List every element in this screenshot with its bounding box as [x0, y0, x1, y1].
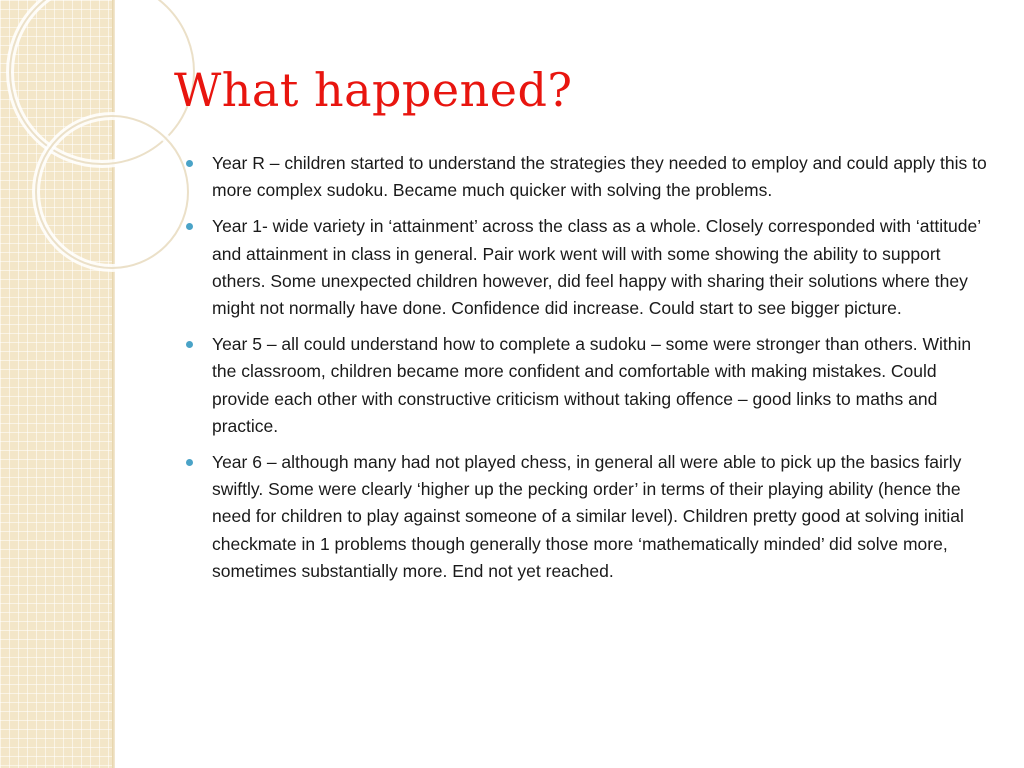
bullet-text: Year 5 – all could understand how to complete a sudoku – some were stronger than others. Within the classroom, children became more confident and comfortable with making mistakes. Could provide each other with constructive criticism without taking offence – good links to maths and practice.	[212, 334, 972, 436]
bullet-dot-icon	[186, 160, 193, 167]
bullet-list	[186, 150, 996, 594]
bullet-dot-icon	[186, 341, 193, 348]
bullet-dot-icon	[186, 459, 193, 466]
bullet-text: Year 1- wide variety in ‘attainment’ across the class as a whole. Closely corresponded with ‘attitude’ and attainment in class in general. Pair work went will with some showing the ability to support others. Some unexpected children however, did feel happy with sharing their solutions where they might not normally have done. Confidence did increase. Could start to see bigger picture.	[212, 216, 981, 319]
bullet-item-year-5	[186, 331, 996, 440]
bullet-text: Year R – children started to understand the strategies they needed to employ and could apply this to more complex sudoku. Became much quicker with solving the problems.	[212, 153, 987, 201]
side-grid-panel	[0, 0, 112, 768]
side-panel-edge	[112, 0, 115, 768]
bullet-item-year-6	[186, 449, 996, 585]
bullet-dot-icon	[186, 223, 193, 230]
bullet-item-year-r	[186, 150, 996, 204]
bullet-item-year-1	[186, 213, 996, 322]
bullet-text: Year 6 – although many had not played chess, in general all were able to pick up the basics fairly swiftly. Some were clearly ‘higher up the pecking order’ in terms of their playing ability (hence the need for children to play against someone of a similar level). Children pretty good at solving initial checkmate in 1 problems though generally those more ‘mathematically minded’ did solve more, sometimes substantially more. End not yet reached.	[212, 452, 964, 581]
slide-title: What happened?	[174, 63, 573, 117]
